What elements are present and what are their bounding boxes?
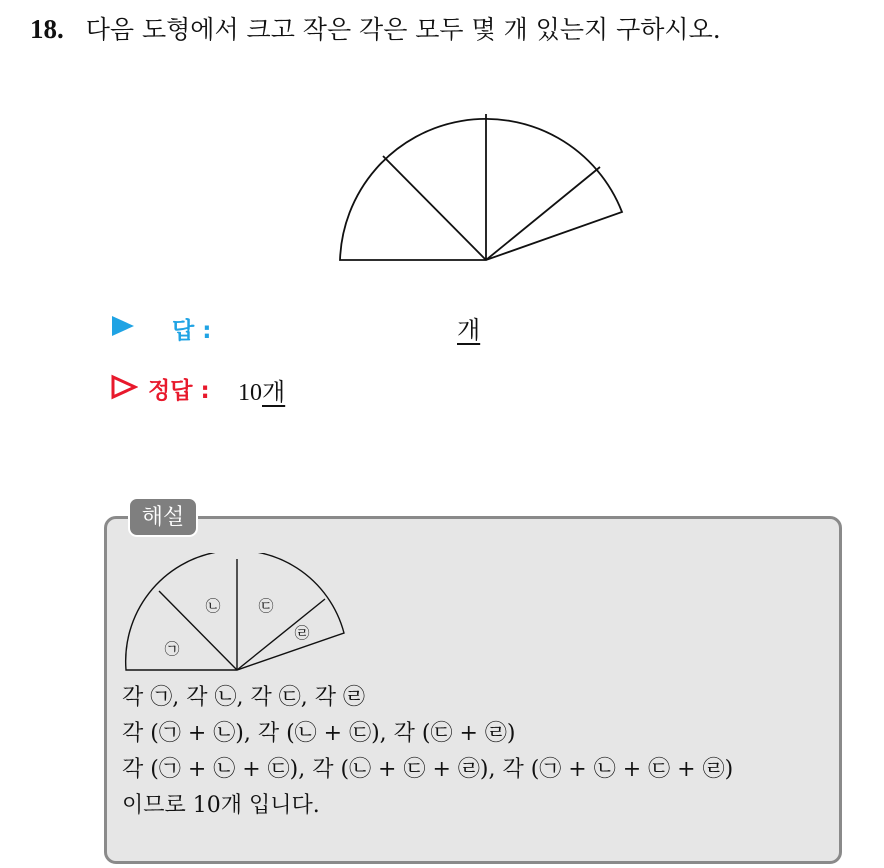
question — [30, 10, 721, 46]
sector-label-2: ㉡ — [205, 597, 221, 615]
question-figure — [330, 104, 630, 264]
question-text: 다음 도형에서 크고 작은 각은 모두 몇 개 있는지 구하시오. — [85, 15, 721, 44]
sector-label-1: ㉠ — [164, 640, 180, 658]
correct-answer-value — [238, 372, 285, 407]
solution-line-2: 각 (㉠ + ㉡), 각 (㉡ + ㉢), 각 (㉢ + ㉣) — [122, 721, 516, 746]
answer-unit: 개 — [457, 316, 481, 344]
figure-ray-1 — [383, 156, 486, 260]
outline-triangle-icon — [110, 374, 138, 400]
correct-answer-label: 정답 : — [148, 378, 210, 404]
solution-text — [122, 680, 733, 824]
correct-answer-row — [110, 370, 410, 406]
sector-label-3: ㉢ — [258, 597, 274, 615]
solution-tag: 해설 — [128, 497, 198, 537]
correct-answer-number: 10 — [238, 380, 262, 406]
solution-line-3: 각 (㉠ + ㉡ + ㉢), 각 (㉡ + ㉢ + ㉣), 각 (㉠ + ㉡ + ㉢ + ㉣) — [122, 757, 734, 782]
figure-ray-3 — [486, 167, 600, 260]
solution-figure — [120, 553, 350, 675]
solution-line-1: 각 ㉠, 각 ㉡, 각 ㉢, 각 ㉣ — [122, 685, 365, 710]
correct-answer-unit: 개 — [262, 378, 286, 406]
sector-label-4: ㉣ — [294, 624, 310, 642]
play-triangle-icon — [110, 314, 136, 338]
solution-ray-3 — [237, 599, 325, 670]
question-number: 18. — [30, 14, 64, 44]
solution-figure-outline — [126, 553, 344, 670]
solution-ray-1 — [159, 591, 237, 670]
answer-label: 답 : — [172, 318, 212, 344]
solution-line-4: 이므로 10개 입니다. — [122, 793, 320, 818]
answer-row — [110, 310, 530, 346]
figure-outline — [340, 119, 622, 260]
